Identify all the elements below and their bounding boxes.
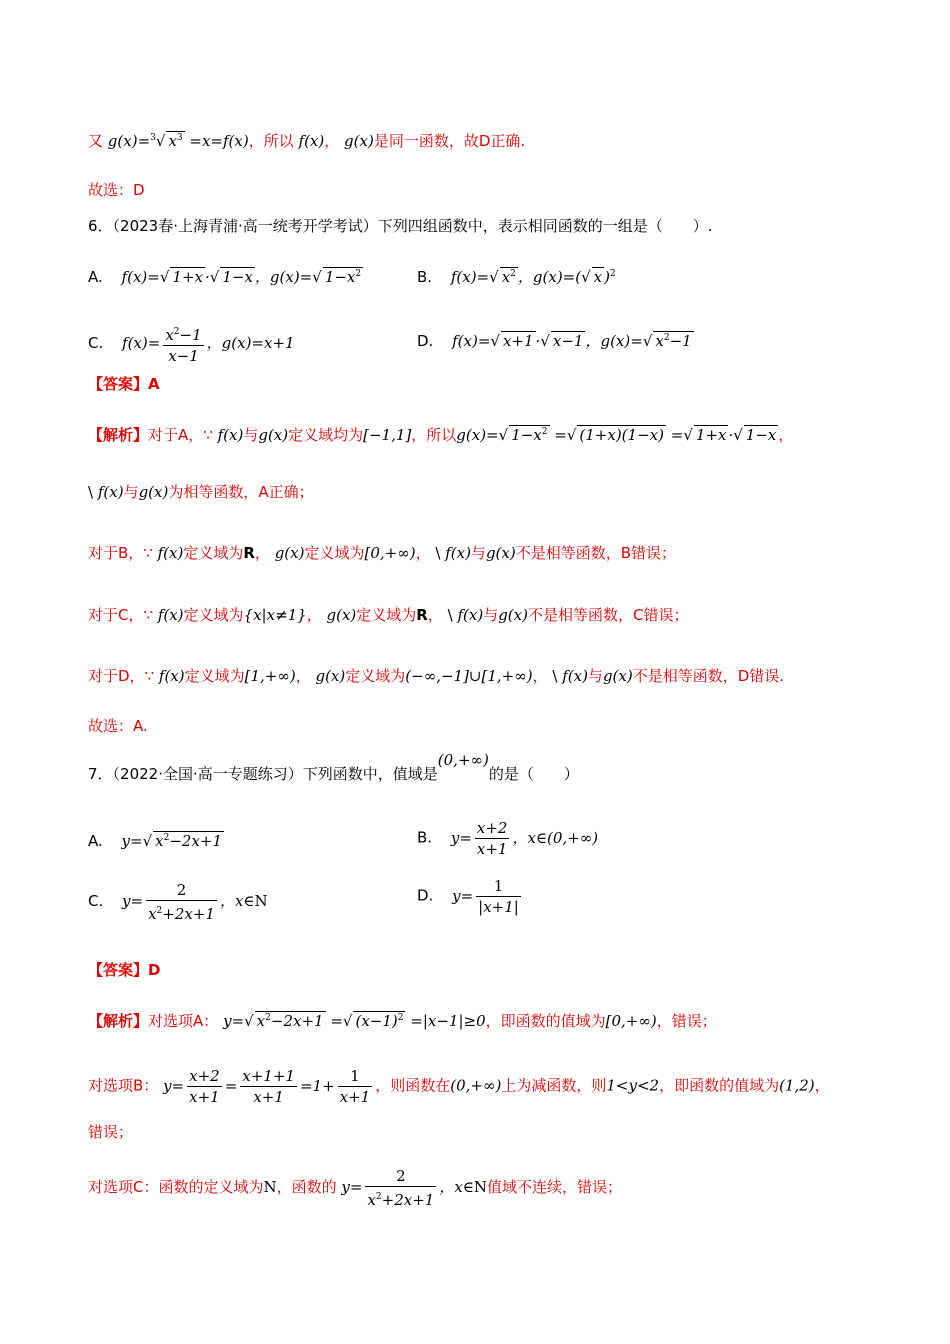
q7-option-a-label: A. (88, 832, 103, 850)
q6-number: 6． (88, 217, 113, 235)
q6-option-b-label: B. (417, 268, 433, 286)
q6-choice: 故选：A. (88, 717, 148, 735)
q7-analysis-label: 【解析】 (88, 1012, 149, 1030)
q5-conclusion-lead: 又 (88, 132, 104, 150)
q5-conclusion-sep: ， (324, 132, 340, 150)
q5-gx: g(x) (344, 132, 374, 150)
q6-answer (88, 372, 160, 396)
q7-option-d-label: D. (417, 886, 434, 905)
q5-conclusion-mid: ，所以 (248, 132, 294, 150)
q7-answer-label: 【答案】 (88, 961, 149, 979)
q7-option-c-label: C. (88, 892, 104, 910)
q6-answer-label: 【答案】 (88, 375, 149, 393)
q6-option-c-label: C. (88, 334, 104, 352)
q7-source: （2022·全国·高一专题练习） (112, 765, 303, 783)
q6-analysis-a1: 【解析】对于A，∵ f(x)与g(x)定义域均为[−1,1]，所以g(x)=√ $1-x^2$ =√ (1+x)(1−x) =√ 1+x ·√ 1−x ， (88, 426, 794, 444)
q7-analysis-b: 对选项B： y= $\frac{x+2}{x+1}$ = $\frac{x+1+1}{x+1}$ =1+ $\frac{1}{x+1}$ ，则函数在(0,+∞)上为减函数，则1<y<2，即函数的值域为(1,2)， (88, 1067, 830, 1106)
q5-equation: g(x)=$^3$√ $x^3 =x=f(x)$ (107, 132, 249, 150)
q7-option-c: C. y= $\frac{2}{x^2+2x+1}$ ，x∈N (88, 881, 268, 923)
q6-analysis-a2: \ f(x)与g(x)为相等函数，A正确； (88, 483, 314, 501)
q6-source: （2023春·上海青浦·高一统考开学考试） (112, 217, 378, 235)
q6-question: 下列四组函数中，表示相同函数的一组是（ ）. (377, 217, 713, 235)
q6-analysis-b: 对于B，∵ f(x)定义域为R， g(x)定义域为[0,+∞)， \ f(x)与g(x)不是相等函数，B错误； (88, 544, 676, 562)
q7-number: 7． (88, 765, 113, 783)
q5-conclusion-line (88, 126, 525, 153)
q7-analysis-a: 【解析】对选项A： y=√ $x^2-2x+1$ =√ $(x-1)^2 =|x-1|\ge 0$，即函数的值域为[0,+∞)，错误； (88, 1012, 717, 1030)
q6-answer-value: A (148, 375, 160, 393)
q5-conclusion-tail: 是同一函数，故D正确. (373, 132, 526, 150)
q6-option-a: A. f(x)=√ 1+x ·√ 1−x ，g(x)=√ $1-x^2$ (88, 268, 362, 286)
q5-choice: 故选：D (88, 181, 145, 199)
q6-analysis-c: 对于C，∵ f(x)定义域为{x|x≠1}， g(x)定义域为R， \ f(x)与g(x)不是相等函数，C错误； (88, 606, 689, 624)
q6-option-d-label: D. (417, 332, 434, 350)
q5-fx: f(x) (298, 132, 325, 150)
q6-option-c: C. f(x)= $\frac{x^2-1}{x-1}$ ，g(x)=x+1 (88, 322, 295, 366)
q7-option-b-label: B. (417, 828, 433, 847)
q7-analysis-c: 对选项C：函数的定义域为N，函数的 y= $\frac{2}{x^2+2x+1}$ ，x∈N值域不连续，错误； (88, 1167, 623, 1209)
q7-answer-value: D (148, 961, 161, 979)
q6-option-b: B. f(x)=√ $x^2$ ，g(x)=(√ x )$^2$ (417, 268, 616, 286)
q7-option-b: B. y= $\frac{x+2}{x+1}$ ，x∈(0,+∞) (417, 819, 599, 858)
q7-stem: 7．（2022·全国·高一专题练习）下列函数中，值域是(0,+∞)的是（ ） (88, 751, 579, 783)
q7-answer (88, 958, 160, 982)
q7-option-d: D. y= $\frac{1}{|x+1|}$ (417, 877, 519, 916)
q6-option-a-label: A. (88, 268, 103, 286)
q6-analysis-d: 对于D，∵ f(x)定义域为[1,+∞)， g(x)定义域为(−∞,−1]∪[1,+∞)， \ f(x)与g(x)不是相等函数，D错误. (88, 667, 785, 685)
q6-stem (88, 214, 713, 238)
q7-option-a: A. y=√ $x^2-2x+1$ (88, 832, 223, 850)
q7-analysis-b-cont: 错误； (88, 1123, 134, 1141)
q6-option-d: D. f(x)=√ x+1 ·√ x−1 ，g(x)=√ $x^2-1$ (417, 332, 692, 350)
q6-analysis-label: 【解析】 (88, 426, 149, 444)
